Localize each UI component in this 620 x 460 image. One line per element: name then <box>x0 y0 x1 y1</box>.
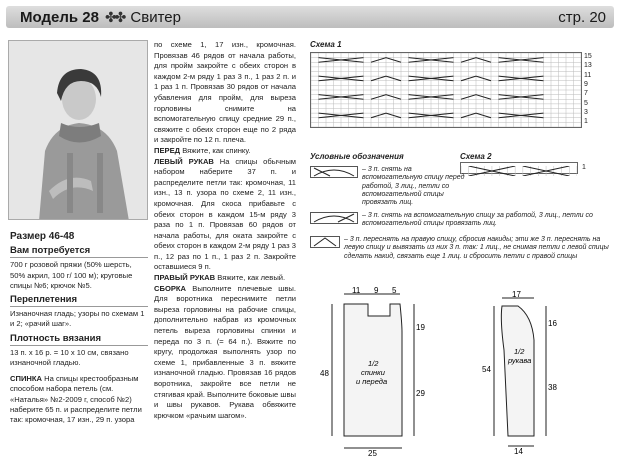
sleeve-dim-top-width: 17 <box>512 290 521 299</box>
page-header <box>6 6 614 28</box>
scheme1-title: Схема 1 <box>310 40 342 49</box>
right-sleeve-label: ПРАВЫЙ РУКАВ <box>154 273 216 283</box>
density-heading: Плотность вязания <box>10 334 148 346</box>
scheme2-grid <box>461 166 577 176</box>
scheme1-row-number: 13 <box>584 62 592 70</box>
front-text: Вяжите, как спинку. <box>180 145 251 155</box>
scheme1-chart <box>310 52 582 128</box>
materials-heading: Вам потребуется <box>10 246 148 258</box>
scheme1-row-number: 7 <box>584 90 588 98</box>
sleeve-label-name: рукава <box>508 356 532 365</box>
left-text-column <box>10 232 148 427</box>
materials-text: 700 г розовой пряжи (50% шерсть, 50% акрил, 100 г/ 100 м); круговые спицы №6; крючок №5. <box>10 260 133 290</box>
sleeve-label-half: 1/2 <box>514 347 525 356</box>
back-text: На спицы крестообразным способом набора петель (см. «Наталья» №2-2009 г, способ №2) наберите 65 п. и распределите петли так: кромочная, 17 изн., 29 п. узора <box>10 374 142 425</box>
page-number: стр. 20 <box>558 8 606 26</box>
density-text: 13 п. х 16 р. = 10 х 10 см, связано изнаночной гладью. <box>10 347 129 368</box>
patterns-heading: Переплетения <box>10 295 148 307</box>
size-label: Размер 46-48 <box>10 231 75 242</box>
left-sleeve-text: На спицы обычным набором наберите 37 п. и распределите петли так: кромочная, 11 изн., 13 п. узора по схеме 2, 11 изн., кромочная. Для скоса прибавьте с обеих сторон в каждом 15-м ряду 3 раза по 1 п. Провязав 60 рядов от начала работы, для оката закройте с обеих сторон в каждом 2-м ряду 1 раз 3 п., 12 раз по 1 п., 1 раз 2 п. Закройте оставшиеся 9 п. <box>154 156 297 272</box>
sleeve-dim-cap-height: 16 <box>548 319 557 328</box>
sleeve-pattern-schematic <box>480 290 570 456</box>
scheme2-title: Схема 2 <box>460 152 492 161</box>
legend-item-three-from-three: – 3 п. переснять на правую спицу, сбросив накиды; эти же 3 п. переснять на левую спицу и вывязать из них 3 п. так: 1 лиц., не снимая петли с левой спицы сделать накид, связать еще 1 лиц. и сбросить петли с правой спицы <box>344 236 609 260</box>
middle-text-column <box>154 40 296 421</box>
scheme1-row-number: 5 <box>584 99 588 107</box>
body-label-front: и переда <box>356 377 388 386</box>
back-continued-text: по схеме 1, 17 изн., кромочная. Провязав 46 рядов от начала работы, для пройм закройте с обеих сторон в каждом 2-м ряду 1 раз 3 п., 1 раз 2 п. и 1 раз 1 п. Провязав 30 рядов от начала убавления для пройм, для выреза горловины снимите на вспомогательную спицу средние 29 п., свяжите с обеих сторон еще по 2 ряда и закройте по 12 п. плеча. <box>154 40 296 145</box>
body-dim-length: 48 <box>320 369 329 378</box>
body-label-half: 1/2 <box>368 359 379 368</box>
scheme1-row-number: 11 <box>584 71 592 79</box>
legend-title: Условные обозначения <box>310 152 404 161</box>
right-sleeve-text: Вяжите, как левый. <box>215 273 286 283</box>
three-from-three-symbol-icon <box>310 236 340 248</box>
sleeve-dim-cuff-width: 14 <box>514 447 523 456</box>
scheme1-row-number: 9 <box>584 80 588 88</box>
body-label-back: спинки <box>361 368 385 377</box>
left-sleeve-label: ЛЕВЫЙ РУКАВ <box>154 156 214 166</box>
scheme2-row-number: 1 <box>582 164 586 171</box>
assembly-label: СБОРКА <box>154 283 187 293</box>
body-pattern-schematic <box>318 286 428 456</box>
scheme1-row-number: 3 <box>584 108 588 116</box>
cross-left-symbol-icon <box>310 212 358 224</box>
legend-item-cross-right: – 3 п. снять на вспомогательную спицу перед работой, 3 лиц., петли со вспомогательной спицы провязать лиц. <box>362 166 465 207</box>
scheme1-row-number: 15 <box>584 53 592 60</box>
woman-in-sweater-illustration <box>9 41 148 220</box>
cross-right-symbol-icon <box>310 166 358 178</box>
decorative-flourish-icon: ✤✤ <box>104 8 125 25</box>
legend-item-cross-left: – 3 п. снять на вспомогательную спицу за работой, 3 лиц., петли со вспомогательной спицы провязать лиц. <box>362 212 593 228</box>
body-dim-side-length: 29 <box>416 389 425 398</box>
sleeve-dim-length: 54 <box>482 365 491 374</box>
body-dim-armhole: 5 <box>392 286 397 295</box>
front-label: ПЕРЕД <box>154 145 181 155</box>
patterns-text: Изнаночная гладь; узоры по схемам 1 и 2; «рачий шаг». <box>10 309 145 329</box>
scheme2-chart <box>460 162 578 174</box>
body-dim-width: 25 <box>368 449 377 456</box>
back-label: СПИНКА <box>10 374 43 384</box>
body-dim-armhole-height: 19 <box>416 323 425 332</box>
body-dim-shoulder: 11 <box>352 286 361 295</box>
assembly-text: Выполните плечевые швы. Для воротника переснимите петли выреза горловины на рабочие спицы, дополнительно набрав из кромочных петель выреза горловины спинки и переда по 3 п. (= 64 п.). Вяжите по кругу, продолжая выполнять узор по схеме 1, прибавленные 3 п. вяжите изнаночной гладью. Провязав 16 рядов воротника, закройте все петли не стягивая край. Выполните боковые швы и швы рукавов. Рукава обвяжите крючком «рачьим шагом». <box>154 283 296 420</box>
scheme1-row-number: 1 <box>584 118 588 126</box>
scheme1-grid <box>311 53 581 127</box>
model-name: Свитер <box>130 8 181 26</box>
sleeve-dim-sleeve-length: 38 <box>548 383 557 392</box>
model-number: Модель 28 <box>20 8 99 26</box>
body-dim-neck: 9 <box>374 286 379 295</box>
model-photo <box>8 40 148 220</box>
